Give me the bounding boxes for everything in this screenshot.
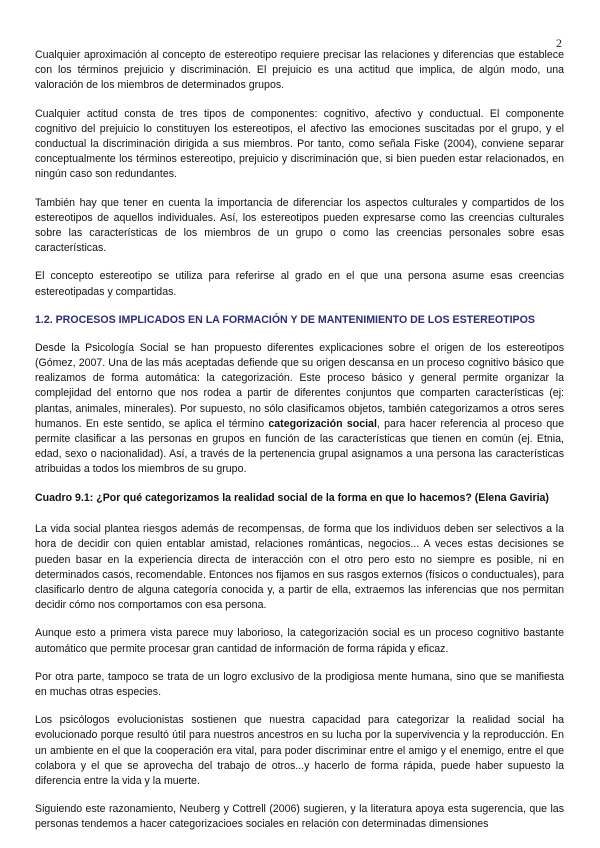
paragraph-5 <box>35 341 564 478</box>
paragraph-7: Aunque esto a primera vista parece muy laborioso, la categorización social es un proceso cognitivo bastante automático que permite procesar gran cantidad de información de forma rápida y eficaz. <box>35 627 564 655</box>
section-heading: 1.2. PROCESOS IMPLICADOS EN LA FORMACIÓN Y DE MANTENIMIENTO DE LOS ESTEREOTIPOS <box>35 313 535 326</box>
paragraph-4: El concepto estereotipo se utiliza para referirse al grado en el que una persona asume esas creencias estereotipadas y compartidas. <box>35 270 564 298</box>
categorizacion-social-term: categorización social <box>268 417 377 430</box>
paragraph-6: La vida social plantea riesgos además de recompensas, de forma que los individuos deben ser selectivos a la hora de decidir con quien entablar amistad, relaciones románticas, negocios... A veces estas decisiones se pueden basar en la experiencia directa de interacción con el otro pero esto no siempre es posible, ni en determinados casos, recomendable. Entonces nos fijamos en sus rasgos externos (físicos o conductuales), para clasificarlo dentro de alguna categoría conocida y, a partir de ella, extraemos las inferencias que nos permitan decidir cómo nos comportamos con esa persona. <box>35 523 564 612</box>
paragraph-9: Los psicólogos evolucionistas sostienen que nuestra capacidad para categorizar la realidad social ha evolucionado porque resultó útil para nuestros ancestros en su lucha por la supervivencia y la reproducción. En un ambiente en el que la cooperación era vital, para poder discriminar entre el amigo y el enemigo, entre el que colabora y el que se aprovecha del trabajo de otros...y hacerlo de forma rápida, puede haber supuesto la diferencia entre la vida y la muerte. <box>35 714 564 788</box>
paragraph-2: Cualquier actitud consta de tres tipos de componentes: cognitivo, afectivo y conductual. El componente cognitivo del prejuicio lo constituyen los estereotipos, el afectivo las emociones suscitadas por el grupo, y el conductual la discriminación dirigida a sus miembros. Por tanto, como señala Fiske (2004), conviene separar conceptualmente los términos estereotipo, prejuicio y discriminación que, si bien pueden estar relacionados, en ningún caso son redundantes. <box>35 107 564 181</box>
box-title: Cuadro 9.1: ¿Por qué categorizamos la realidad social de la forma en que lo hacemos? (Elena Gaviria) <box>35 491 549 504</box>
page-content <box>35 48 564 846</box>
paragraph-5-part-b: , para hacer referencia al proceso que permite clasificar a las personas en grupos en función de las características que tienen en común (ej. Etnia, edad, sexo o nacionalidad). Así, a través de la pertenencia grupal asignamos a una persona las características atribuidas a todos los miembros de su grupo. <box>35 417 565 476</box>
paragraph-1: Cualquier aproximación al concepto de estereotipo requiere precisar las relaciones y diferencias que establece con los términos prejuicio y discriminación. El prejuicio es una actitud que implica, de algún modo, una valoración de los miembros de determinados grupos. <box>35 49 564 92</box>
paragraph-8: Por otra parte, tampoco se trata de un logro exclusivo de la prodigiosa mente humana, sino que se manifiesta en muchas otras especies. <box>35 670 564 698</box>
paragraph-3: También hay que tener en cuenta la importancia de diferenciar los aspectos culturales y compartidos de los estereotipos de aquellos individuales. Así, los estereotipos pueden expresarse como las creencias culturales sobre las características de los miembros de un grupo o como las creencias personales sobre esas características. <box>35 196 564 255</box>
page-number: 2 <box>556 36 562 50</box>
paragraph-10: Siguiendo este razonamiento, Neuberg y Cottrell (2006) sugieren, y la literatura apoya esta sugerencia, que las personas tendemos a hacer categorizacioes sociales en relación con determinadas dimensiones <box>35 803 564 831</box>
paragraph-5-part-a: Desde la Psicología Social se han propuesto diferentes explicaciones sobre el origen de los estereotipos (Gómez, 2007. Una de las más aceptadas defiende que su origen descansa en un proceso cognitivo básico que realizamos de forma automática: la categorización. Este proceso básico y general permite organizar la complejidad del entorno que nos rodea a partir de diferentes conjuntos que comparten características (ej: plantas, animales, minerales). Por supuesto, no sólo clasificamos objetos, también categorizamos a otros seres humanos. En este sentido, se aplica el término <box>35 341 564 430</box>
